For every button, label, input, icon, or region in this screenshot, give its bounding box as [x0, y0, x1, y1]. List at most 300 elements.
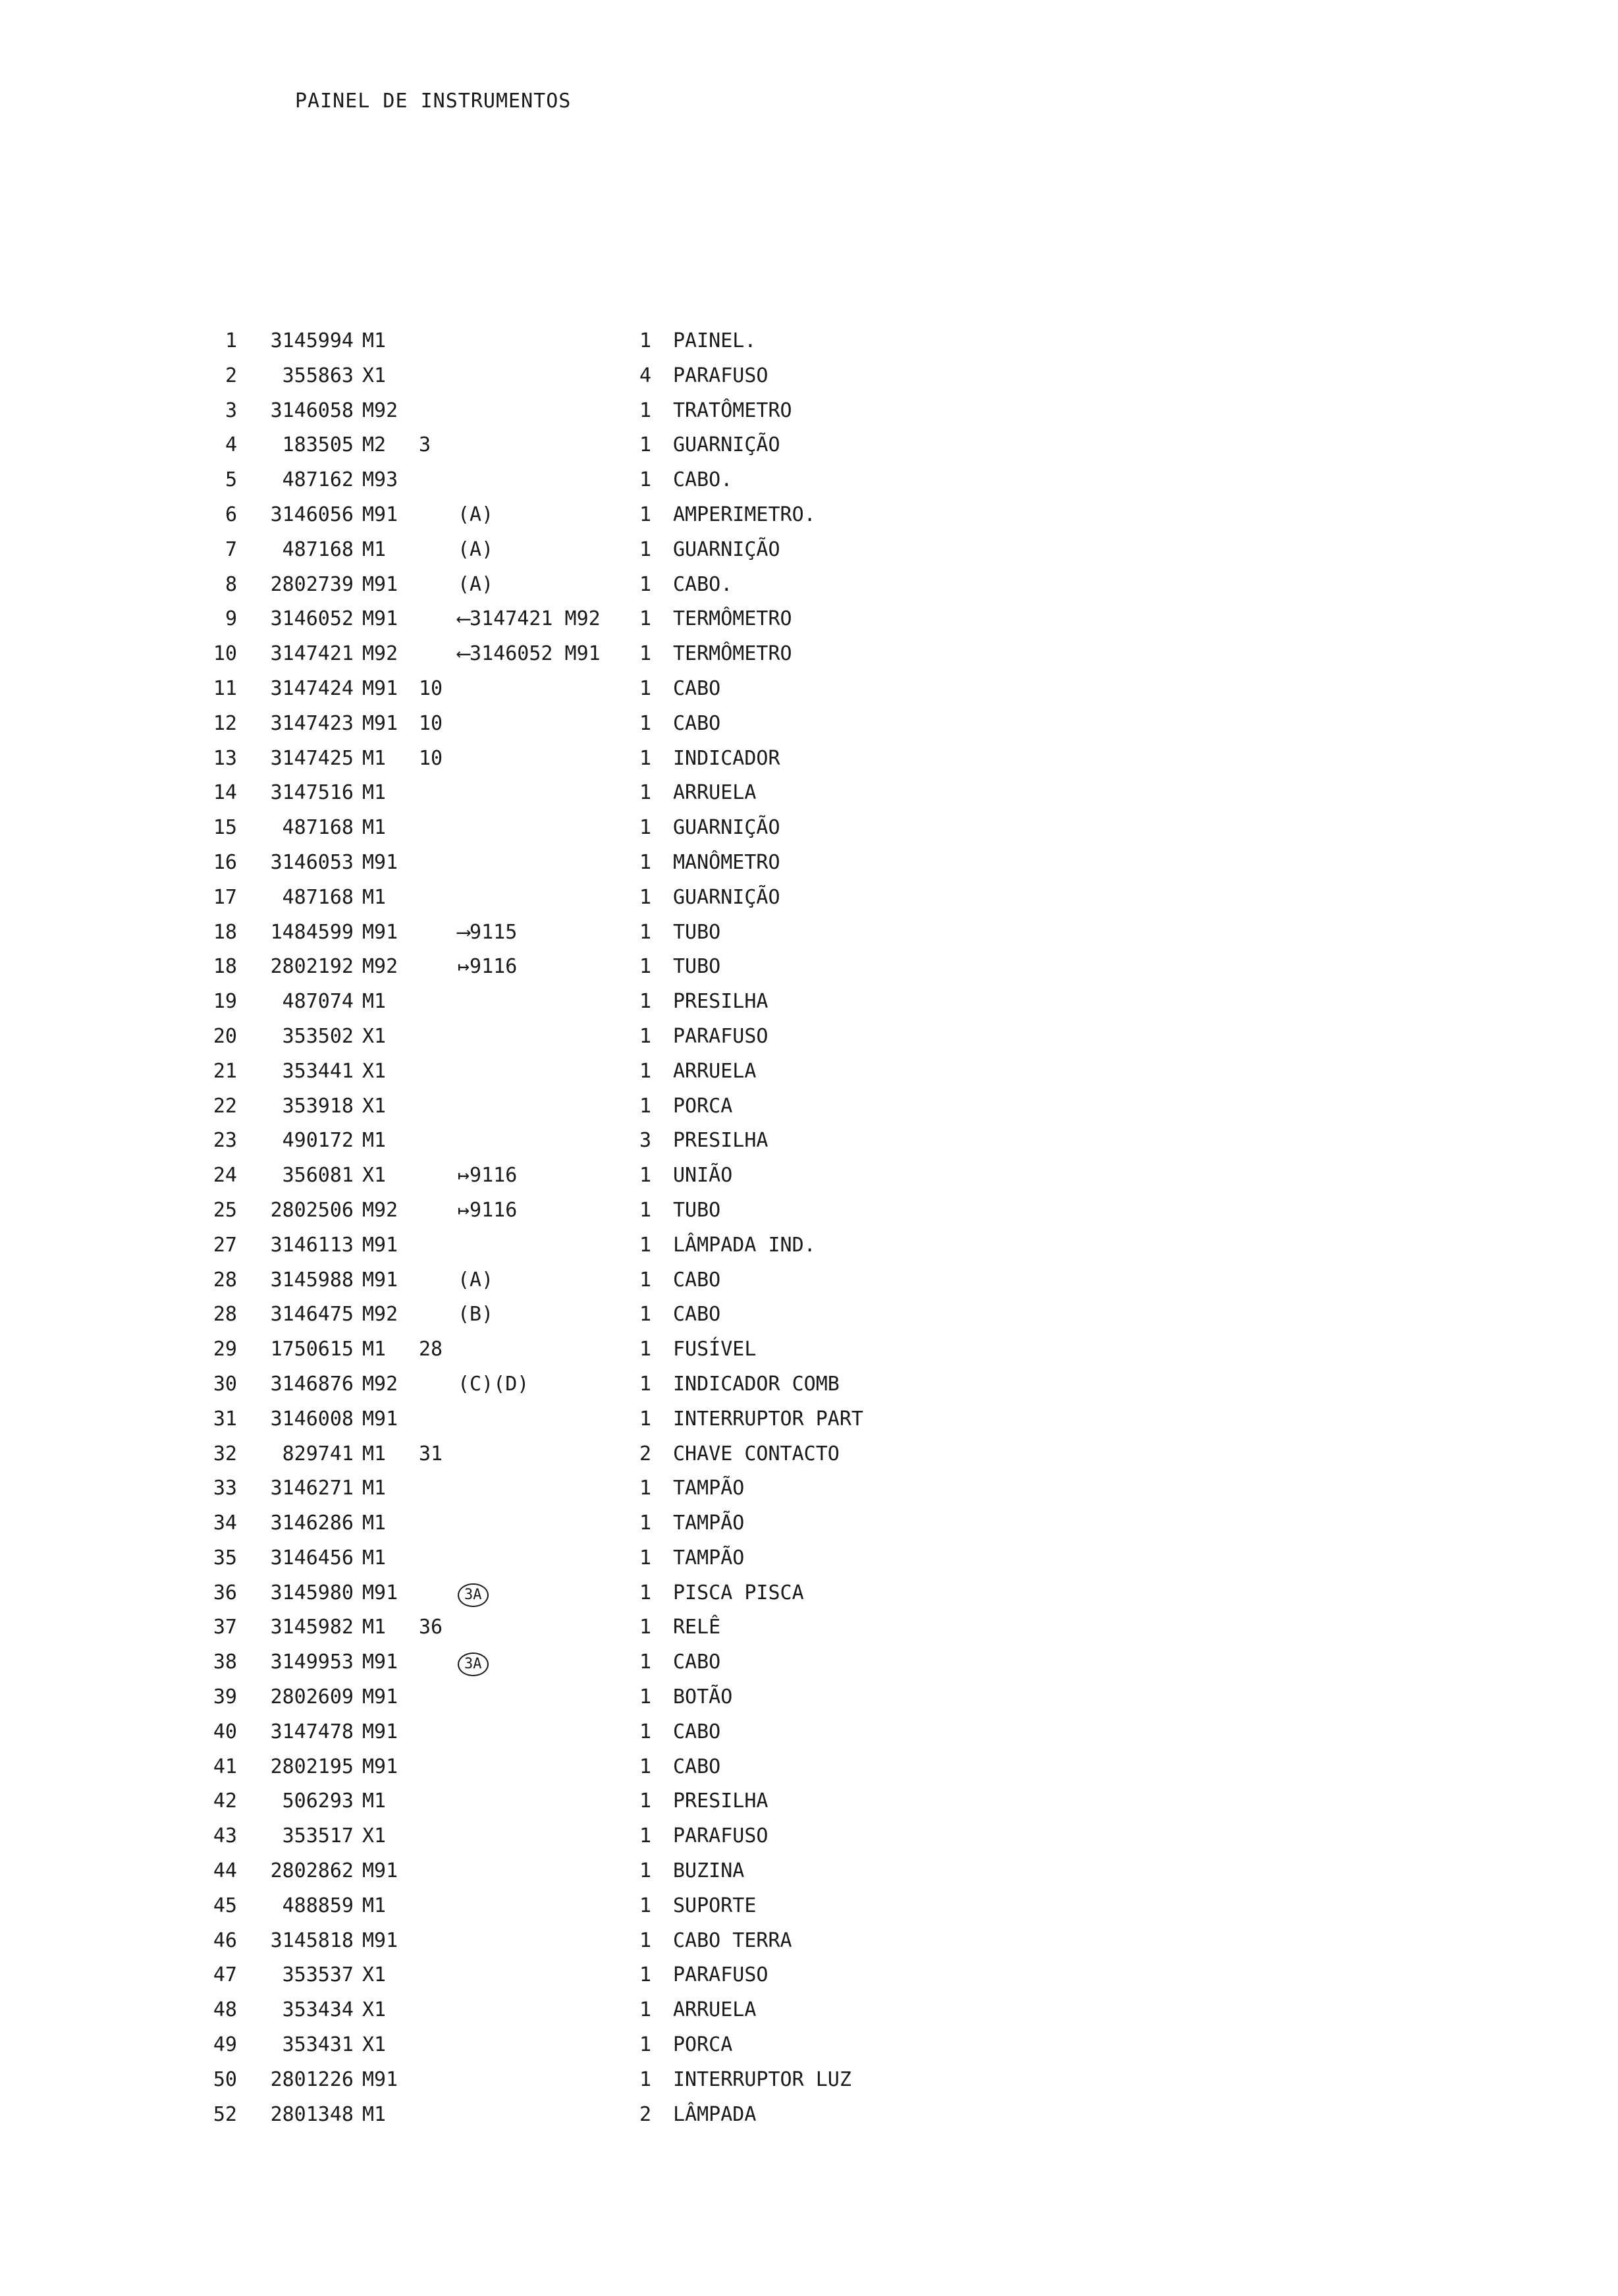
quantity: 1 — [639, 1720, 651, 1743]
table-row — [0, 1228, 1618, 1263]
item-number: 46 — [213, 1928, 237, 1952]
table-row — [0, 985, 1618, 1020]
reference-item: 36 — [419, 1616, 443, 1639]
description: CABO — [673, 1268, 721, 1292]
model-code: M91 — [362, 2067, 398, 2091]
part-number: 3146058 — [270, 398, 354, 422]
description: BUZINA — [673, 1859, 745, 1883]
item-number: 41 — [213, 1755, 237, 1778]
description: PORCA — [673, 1094, 733, 1118]
circled-reference: 3A — [458, 1653, 489, 1676]
model-code: X1 — [362, 1094, 387, 1118]
description: LÂMPADA IND. — [673, 1233, 816, 1257]
table-row — [0, 1402, 1618, 1437]
part-number: 2801348 — [270, 2102, 354, 2126]
part-number: 2801226 — [270, 2067, 354, 2091]
table-row — [0, 1889, 1618, 1924]
table-row — [0, 324, 1618, 359]
quantity: 1 — [639, 1651, 651, 1674]
part-number: 353502 — [282, 1024, 354, 1048]
description: INTERRUPTOR PART — [673, 1407, 863, 1431]
model-code: M1 — [362, 990, 387, 1014]
table-row — [0, 1993, 1618, 2028]
part-number: 3145818 — [270, 1928, 354, 1952]
model-code: M91 — [362, 1685, 398, 1709]
description: PRESILHA — [673, 1790, 769, 1813]
part-number: 183505 — [282, 433, 354, 457]
quantity: 1 — [639, 329, 651, 352]
model-code: M93 — [362, 468, 398, 492]
part-number: 353441 — [282, 1059, 354, 1083]
model-code: M2 — [362, 433, 387, 457]
part-number: 3149953 — [270, 1651, 354, 1674]
item-number: 34 — [213, 1512, 237, 1535]
reference-item: 31 — [419, 1442, 443, 1465]
item-number: 44 — [213, 1859, 237, 1883]
part-number: 3146271 — [270, 1477, 354, 1500]
note: (A) — [458, 537, 494, 561]
table-row — [0, 742, 1618, 777]
table-row — [0, 1298, 1618, 1332]
item-number: 3 — [225, 398, 237, 422]
quantity: 1 — [639, 1546, 651, 1570]
part-number: 353517 — [282, 1824, 354, 1848]
model-code: M1 — [362, 2102, 387, 2126]
description: INDICADOR COMB — [673, 1372, 840, 1396]
description: INTERRUPTOR LUZ — [673, 2067, 851, 2091]
quantity: 2 — [639, 2102, 651, 2126]
quantity: 1 — [639, 642, 651, 666]
description: UNIÃO — [673, 1164, 733, 1188]
item-number: 43 — [213, 1824, 237, 1848]
item-number: 7 — [225, 537, 237, 561]
item-number: 19 — [213, 990, 237, 1014]
quantity: 1 — [639, 746, 651, 770]
model-code: M92 — [362, 955, 398, 979]
item-number: 27 — [213, 1233, 237, 1257]
note: (A) — [458, 572, 494, 596]
item-number: 17 — [213, 885, 237, 909]
table-row — [0, 1645, 1618, 1680]
table-row — [0, 1367, 1618, 1402]
quantity: 1 — [639, 1059, 651, 1083]
quantity: 1 — [639, 1477, 651, 1500]
part-number: 3147425 — [270, 746, 354, 770]
quantity: 1 — [639, 1198, 651, 1222]
quantity: 1 — [639, 468, 651, 492]
part-number: 3146113 — [270, 1233, 354, 1257]
model-code: M91 — [362, 1928, 398, 1952]
model-code: M1 — [362, 1894, 387, 1917]
model-code: M91 — [362, 676, 398, 700]
description: PRESILHA — [673, 1129, 769, 1153]
model-code: M91 — [362, 1859, 398, 1883]
model-code: M92 — [362, 1303, 398, 1326]
table-row — [0, 1506, 1618, 1541]
model-code: M91 — [362, 1755, 398, 1778]
table-row — [0, 672, 1618, 707]
table-row — [0, 1958, 1618, 1993]
quantity: 1 — [639, 1164, 651, 1188]
table-row — [0, 1541, 1618, 1576]
description: TUBO — [673, 920, 721, 944]
model-code: X1 — [362, 1963, 387, 1987]
description: CABO. — [673, 572, 733, 596]
quantity: 1 — [639, 1685, 651, 1709]
item-number: 24 — [213, 1164, 237, 1188]
table-row — [0, 1332, 1618, 1367]
quantity: 1 — [639, 537, 651, 561]
table-row — [0, 1471, 1618, 1506]
part-number: 829741 — [282, 1442, 354, 1465]
quantity: 1 — [639, 503, 651, 526]
table-row — [0, 463, 1618, 498]
quantity: 3 — [639, 1129, 651, 1153]
model-code: M1 — [362, 885, 387, 909]
quantity: 1 — [639, 1094, 651, 1118]
description: CABO. — [673, 468, 733, 492]
part-number: 3147424 — [270, 676, 354, 700]
model-code: M1 — [362, 1512, 387, 1535]
item-number: 5 — [225, 468, 237, 492]
quantity: 1 — [639, 1790, 651, 1813]
reference-item: 10 — [419, 676, 443, 700]
part-number: 3146008 — [270, 1407, 354, 1431]
item-number: 4 — [225, 433, 237, 457]
item-number: 38 — [213, 1651, 237, 1674]
note: ⟶9115 — [458, 920, 518, 944]
quantity: 1 — [639, 1963, 651, 1987]
item-number: 6 — [225, 503, 237, 526]
description: GUARNIÇÃO — [673, 537, 780, 561]
item-number: 35 — [213, 1546, 237, 1570]
quantity: 1 — [639, 1407, 651, 1431]
part-number: 3145982 — [270, 1616, 354, 1639]
description: TERMÔMETRO — [673, 642, 792, 666]
quantity: 1 — [639, 2067, 651, 2091]
part-number: 3147421 — [270, 642, 354, 666]
item-number: 10 — [213, 642, 237, 666]
part-number: 3146052 — [270, 607, 354, 631]
part-number: 488859 — [282, 1894, 354, 1917]
description: CABO — [673, 1303, 721, 1326]
part-number: 3146475 — [270, 1303, 354, 1326]
table-row — [0, 1263, 1618, 1298]
quantity: 4 — [639, 364, 651, 387]
item-number: 52 — [213, 2102, 237, 2126]
note: ⟵3147421 M92 — [458, 607, 601, 631]
model-code: M1 — [362, 1129, 387, 1153]
reference-item: 10 — [419, 746, 443, 770]
quantity: 1 — [639, 433, 651, 457]
item-number: 28 — [213, 1303, 237, 1326]
model-code: X1 — [362, 364, 387, 387]
part-number: 506293 — [282, 1790, 354, 1813]
table-row — [0, 1054, 1618, 1089]
item-number: 32 — [213, 1442, 237, 1465]
reference-item: 10 — [419, 711, 443, 735]
description: ARRUELA — [673, 1059, 757, 1083]
quantity: 1 — [639, 955, 651, 979]
part-number: 3146053 — [270, 850, 354, 874]
model-code: M1 — [362, 1477, 387, 1500]
table-row — [0, 428, 1618, 463]
table-row — [0, 1437, 1618, 1472]
item-number: 42 — [213, 1790, 237, 1813]
description: TAMPÃO — [673, 1512, 745, 1535]
model-code: X1 — [362, 1998, 387, 2022]
part-number: 2802739 — [270, 572, 354, 596]
table-row — [0, 1020, 1618, 1054]
model-code: M92 — [362, 642, 398, 666]
model-code: M1 — [362, 329, 387, 352]
table-row — [0, 394, 1618, 429]
model-code: M91 — [362, 1651, 398, 1674]
quantity: 1 — [639, 711, 651, 735]
item-number: 11 — [213, 676, 237, 700]
description: PRESILHA — [673, 990, 769, 1014]
table-row — [0, 1854, 1618, 1889]
quantity: 1 — [639, 1581, 651, 1604]
part-number: 2802506 — [270, 1198, 354, 1222]
quantity: 1 — [639, 920, 651, 944]
part-number: 487168 — [282, 885, 354, 909]
item-number: 15 — [213, 816, 237, 840]
description: TUBO — [673, 955, 721, 979]
part-number: 487168 — [282, 816, 354, 840]
model-code: M91 — [362, 1407, 398, 1431]
model-code: X1 — [362, 1164, 387, 1188]
parts-list — [0, 324, 1618, 2132]
table-row — [0, 811, 1618, 846]
quantity: 1 — [639, 816, 651, 840]
item-number: 25 — [213, 1198, 237, 1222]
part-number: 356081 — [282, 1164, 354, 1188]
quantity: 1 — [639, 1024, 651, 1048]
part-number: 353918 — [282, 1094, 354, 1118]
model-code: M92 — [362, 1198, 398, 1222]
item-number: 29 — [213, 1338, 237, 1361]
item-number: 18 — [213, 955, 237, 979]
description: GUARNIÇÃO — [673, 433, 780, 457]
reference-item: 28 — [419, 1338, 443, 1361]
table-row — [0, 1089, 1618, 1124]
circled-note — [458, 1645, 489, 1680]
part-number: 355863 — [282, 364, 354, 387]
model-code: M1 — [362, 1442, 387, 1465]
table-row — [0, 2098, 1618, 2133]
table-row — [0, 1576, 1618, 1611]
table-row — [0, 1610, 1618, 1645]
table-row — [0, 1924, 1618, 1959]
model-code: M1 — [362, 1546, 387, 1570]
model-code: M92 — [362, 398, 398, 422]
description: GUARNIÇÃO — [673, 816, 780, 840]
description: CHAVE CONTACTO — [673, 1442, 840, 1465]
part-number: 3146286 — [270, 1512, 354, 1535]
item-number: 13 — [213, 746, 237, 770]
note: ↦9116 — [458, 1164, 518, 1188]
item-number: 40 — [213, 1720, 237, 1743]
description: TAMPÃO — [673, 1546, 745, 1570]
model-code: M91 — [362, 503, 398, 526]
item-number: 36 — [213, 1581, 237, 1604]
model-code: M1 — [362, 781, 387, 805]
part-number: 490172 — [282, 1129, 354, 1153]
item-number: 2 — [225, 364, 237, 387]
quantity: 1 — [639, 2033, 651, 2057]
item-number: 12 — [213, 711, 237, 735]
description: PARAFUSO — [673, 364, 769, 387]
quantity: 1 — [639, 1859, 651, 1883]
part-number: 3146456 — [270, 1546, 354, 1570]
note: (A) — [458, 503, 494, 526]
description: TERMÔMETRO — [673, 607, 792, 631]
item-number: 45 — [213, 1894, 237, 1917]
item-number: 9 — [225, 607, 237, 631]
table-row — [0, 359, 1618, 394]
description: PARAFUSO — [673, 1824, 769, 1848]
table-row — [0, 1124, 1618, 1159]
reference-item: 3 — [419, 433, 431, 457]
note: ↦9116 — [458, 955, 518, 979]
item-number: 37 — [213, 1616, 237, 1639]
model-code: X1 — [362, 1824, 387, 1848]
table-row — [0, 1680, 1618, 1715]
part-number: 3146056 — [270, 503, 354, 526]
model-code: M91 — [362, 920, 398, 944]
item-number: 23 — [213, 1129, 237, 1153]
description: RELÊ — [673, 1616, 721, 1639]
table-row — [0, 846, 1618, 881]
model-code: X1 — [362, 2033, 387, 2057]
description: TAMPÃO — [673, 1477, 745, 1500]
description: SUPORTE — [673, 1894, 757, 1917]
quantity: 1 — [639, 1755, 651, 1778]
quantity: 2 — [639, 1442, 651, 1465]
description: AMPERIMETRO. — [673, 503, 816, 526]
part-number: 2802862 — [270, 1859, 354, 1883]
description: LÂMPADA — [673, 2102, 757, 2126]
quantity: 1 — [639, 781, 651, 805]
item-number: 49 — [213, 2033, 237, 2057]
part-number: 3147423 — [270, 711, 354, 735]
quantity: 1 — [639, 1372, 651, 1396]
item-number: 18 — [213, 920, 237, 944]
quantity: 1 — [639, 1268, 651, 1292]
model-code: M91 — [362, 572, 398, 596]
note: (C)(D) — [458, 1372, 529, 1396]
table-row — [0, 707, 1618, 742]
part-number: 1750615 — [270, 1338, 354, 1361]
model-code: M92 — [362, 1372, 398, 1396]
item-number: 47 — [213, 1963, 237, 1987]
part-number: 487162 — [282, 468, 354, 492]
item-number: 16 — [213, 850, 237, 874]
quantity: 1 — [639, 1928, 651, 1952]
model-code: M91 — [362, 1720, 398, 1743]
note: ⟵3146052 M91 — [458, 642, 601, 666]
model-code: M91 — [362, 850, 398, 874]
part-number: 353431 — [282, 2033, 354, 2057]
item-number: 22 — [213, 1094, 237, 1118]
model-code: M1 — [362, 816, 387, 840]
part-number: 353434 — [282, 1998, 354, 2022]
item-number: 28 — [213, 1268, 237, 1292]
part-number: 3147516 — [270, 781, 354, 805]
note: (B) — [458, 1303, 494, 1326]
description: CABO — [673, 676, 721, 700]
item-number: 50 — [213, 2067, 237, 2091]
table-row — [0, 1750, 1618, 1785]
part-number: 487168 — [282, 537, 354, 561]
quantity: 1 — [639, 990, 651, 1014]
model-code: M1 — [362, 537, 387, 561]
description: TUBO — [673, 1198, 721, 1222]
part-number: 3146876 — [270, 1372, 354, 1396]
model-code: M91 — [362, 1233, 398, 1257]
description: CABO TERRA — [673, 1928, 792, 1952]
quantity: 1 — [639, 398, 651, 422]
description: TRATÔMETRO — [673, 398, 792, 422]
part-number: 353537 — [282, 1963, 354, 1987]
part-number: 1484599 — [270, 920, 354, 944]
part-number: 3147478 — [270, 1720, 354, 1743]
description: PARAFUSO — [673, 1963, 769, 1987]
item-number: 8 — [225, 572, 237, 596]
note: (A) — [458, 1268, 494, 1292]
description: CABO — [673, 1755, 721, 1778]
description: CABO — [673, 1651, 721, 1674]
model-code: M91 — [362, 1268, 398, 1292]
part-number: 2802195 — [270, 1755, 354, 1778]
item-number: 20 — [213, 1024, 237, 1048]
description: PORCA — [673, 2033, 733, 2057]
table-row — [0, 2028, 1618, 2063]
item-number: 31 — [213, 1407, 237, 1431]
table-row — [0, 1784, 1618, 1819]
model-code: M1 — [362, 1790, 387, 1813]
model-code: X1 — [362, 1059, 387, 1083]
model-code: M91 — [362, 1581, 398, 1604]
item-number: 30 — [213, 1372, 237, 1396]
part-number: 3145980 — [270, 1581, 354, 1604]
quantity: 1 — [639, 1303, 651, 1326]
item-number: 1 — [225, 329, 237, 352]
table-row — [0, 568, 1618, 603]
part-number: 2802609 — [270, 1685, 354, 1709]
description: ARRUELA — [673, 781, 757, 805]
description: PAINEL. — [673, 329, 757, 352]
circled-note — [458, 1576, 489, 1611]
description: CABO — [673, 1720, 721, 1743]
quantity: 1 — [639, 850, 651, 874]
table-row — [0, 637, 1618, 672]
quantity: 1 — [639, 1998, 651, 2022]
part-number: 3145988 — [270, 1268, 354, 1292]
model-code: M91 — [362, 711, 398, 735]
description: BOTÃO — [673, 1685, 733, 1709]
item-number: 33 — [213, 1477, 237, 1500]
table-row — [0, 2063, 1618, 2098]
table-row — [0, 881, 1618, 916]
circled-reference: 3A — [458, 1583, 489, 1607]
item-number: 14 — [213, 781, 237, 805]
part-number: 487074 — [282, 990, 354, 1014]
quantity: 1 — [639, 676, 651, 700]
part-number: 3145994 — [270, 329, 354, 352]
item-number: 48 — [213, 1998, 237, 2022]
